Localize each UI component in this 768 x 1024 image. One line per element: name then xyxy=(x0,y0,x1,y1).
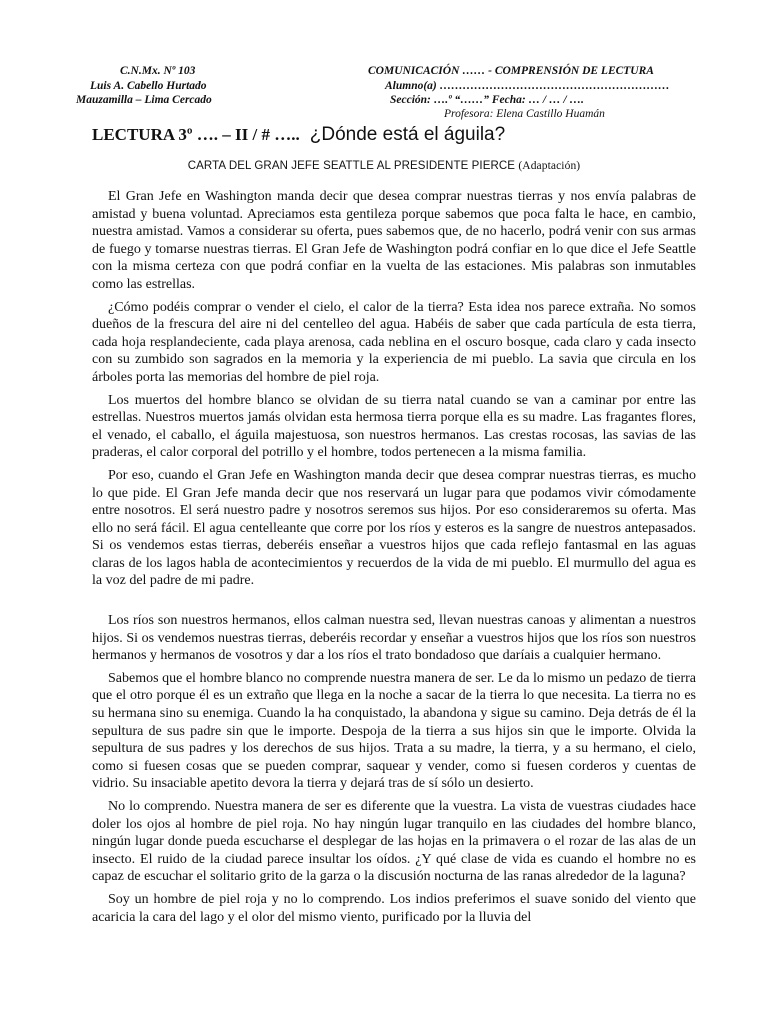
school-name: Luis A. Cabello Hurtado xyxy=(90,80,207,92)
document-header xyxy=(0,65,768,121)
paragraph: ¿Cómo podéis comprar o vender el cielo, el calor de la tierra? Esta idea nos parece extraña. No somos dueños de la frescura del aire ni del centelleo del agua. Habéis de saber que cada partícula de esta tierra, cada hoja resplandeciente, cada playa arenosa, cada neblina en el oscuro bosque, cada claro y cada insecto con su zumbido son sagrados en la memoria y la experiencia de mi pueblo. La savia que circula en los árboles porta las memorias del hombre de piel roja. xyxy=(92,299,696,385)
student-field: Alumno(a) …………………………………………………… xyxy=(385,80,670,92)
course-line: COMUNICACIÓN …… - COMPRENSIÓN DE LECTURA xyxy=(368,65,654,77)
paragraph: Por eso, cuando el Gran Jefe en Washington manda decir que desea comprar nuestras tierras, es mucho lo que pide. El Gran Jefe manda decir que nos reservará un lugar para que podamos vivir cómodamente entre nosotros. El será nuestro padre y nosotros seremos sus hijos. Por eso consideraremos su oferta. Mas ello no será fácil. El agua centelleante que corre por los ríos y esteros es la sangre de nuestros antepasados. Si os vendemos estas tierras, deberéis enseñar a vuestros hijos que cada reflejo fantasmal en las aguas claras de los lagos habla de acontecimientos y recuerdos de la vida de mi pueblo. El murmullo del agua es la voz del padre de mi padre. xyxy=(92,467,696,589)
school-location: Mauzamilla – Lima Cercado xyxy=(76,94,212,106)
school-code: C.N.Mx. Nº 103 xyxy=(120,65,196,77)
paragraph: Sabemos que el hombre blanco no comprende nuestra manera de ser. Le da lo mismo un pedazo de tierra que el otro porque él es un extraño que llega en la noche a sacar de la tierra lo que necesita. La tierra no es su hermana sino su enemiga. Cuando la ha conquistado, la abandona y sigue su camino. Deja detrás de él la sepultura de sus padre sin que le importe. Despoja de la tierra a sus hijos sin que le importe. Olvida la sepultura de sus padres y los derechos de sus hijos. Trata a su madre, la tierra, y a su hermano, el cielo, como si fuesen cosas que se pueden comprar, saquear y vender, como si fuesen corderos y cuentas de vidrio. Su insaciable apetito devora la tierra y dejará tras de sí sólo un desierto. xyxy=(92,670,696,792)
paragraph: Los ríos son nuestros hermanos, ellos calman nuestra sed, llevan nuestras canoas y alimentan a nuestros hijos. Si os vendemos nuestras tierras, deberéis recordar y enseñar a vuestros hijos que los ríos son nuestros hermanos y hermanos de vosotros y dar a los ríos el trato bondadoso que daríais a cualquier hermano. xyxy=(92,613,696,664)
letter-body xyxy=(92,188,696,926)
teacher-name: Profesora: Elena Castillo Huamán xyxy=(444,108,605,120)
subtitle-main: CARTA DEL GRAN JEFE SEATTLE AL PRESIDENTE PIERCE xyxy=(187,160,516,172)
reading-question: ¿Dónde está el águila? xyxy=(309,124,506,145)
reading-number: LECTURA 3º …. – II / # ….. xyxy=(92,125,300,144)
letter-subtitle xyxy=(0,160,768,172)
paragraph: Soy un hombre de piel roja y no lo comprendo. Los indios preferimos el suave sonido del viento que acaricia la cara del lago y el olor del mismo viento, purificado por la lluvia del xyxy=(92,891,696,925)
section-date-field: Sección: ….º “……” Fecha: … / … / …. xyxy=(390,94,584,106)
paragraph: Los muertos del hombre blanco se olvidan de su tierra natal cuando se van a caminar por entre las estrellas. Nuestros muertos jamás olvidan esta hermosa tierra porque ella es su madre. Las fragantes flores, el venado, el caballo, el águila majestuosa, son nuestros hermanos. Las crestas rocosas, las savias de las praderas, el calor corporal del potrillo y el hombre, todos pertenecen a la misma familia. xyxy=(92,392,696,461)
subtitle-note: (Adaptación) xyxy=(518,160,581,172)
reading-title xyxy=(92,124,505,146)
paragraph: El Gran Jefe en Washington manda decir que desea comprar nuestras tierras y nos envía palabras de amistad y buena voluntad. Apreciamos esta gentileza porque sabemos que poca falta le hace, en cambio, nuestra amistad. Vamos a considerar su oferta, pues sabemos que, de no hacerlo, podrá venir con sus armas de fuego y tomarse nuestras tierras. El Gran Jefe de Washington podrá confiar en lo que dice el Jefe Seattle con la misma certeza con que podrá confiar en la vuelta de las estaciones. Mis palabras son inmutables como las estrellas. xyxy=(92,189,696,292)
paragraph: No lo comprendo. Nuestra manera de ser es diferente que la vuestra. La vista de vuestras ciudades hace doler los ojos al hombre de piel roja. No hay ningún lugar tranquilo en las ciudades del hombre blanco, ningún lugar donde pueda escucharse el desplegar de las hojas en la primavera o el rozar de las alas de un insecto. El ruido de la ciudad parece insultar los oídos. ¿Y qué clase de vida es cuando el hombre no es capaz de escuchar el solitario grito de la garza o la discusión nocturna de las ranas alrededor de la laguna? xyxy=(92,799,696,885)
